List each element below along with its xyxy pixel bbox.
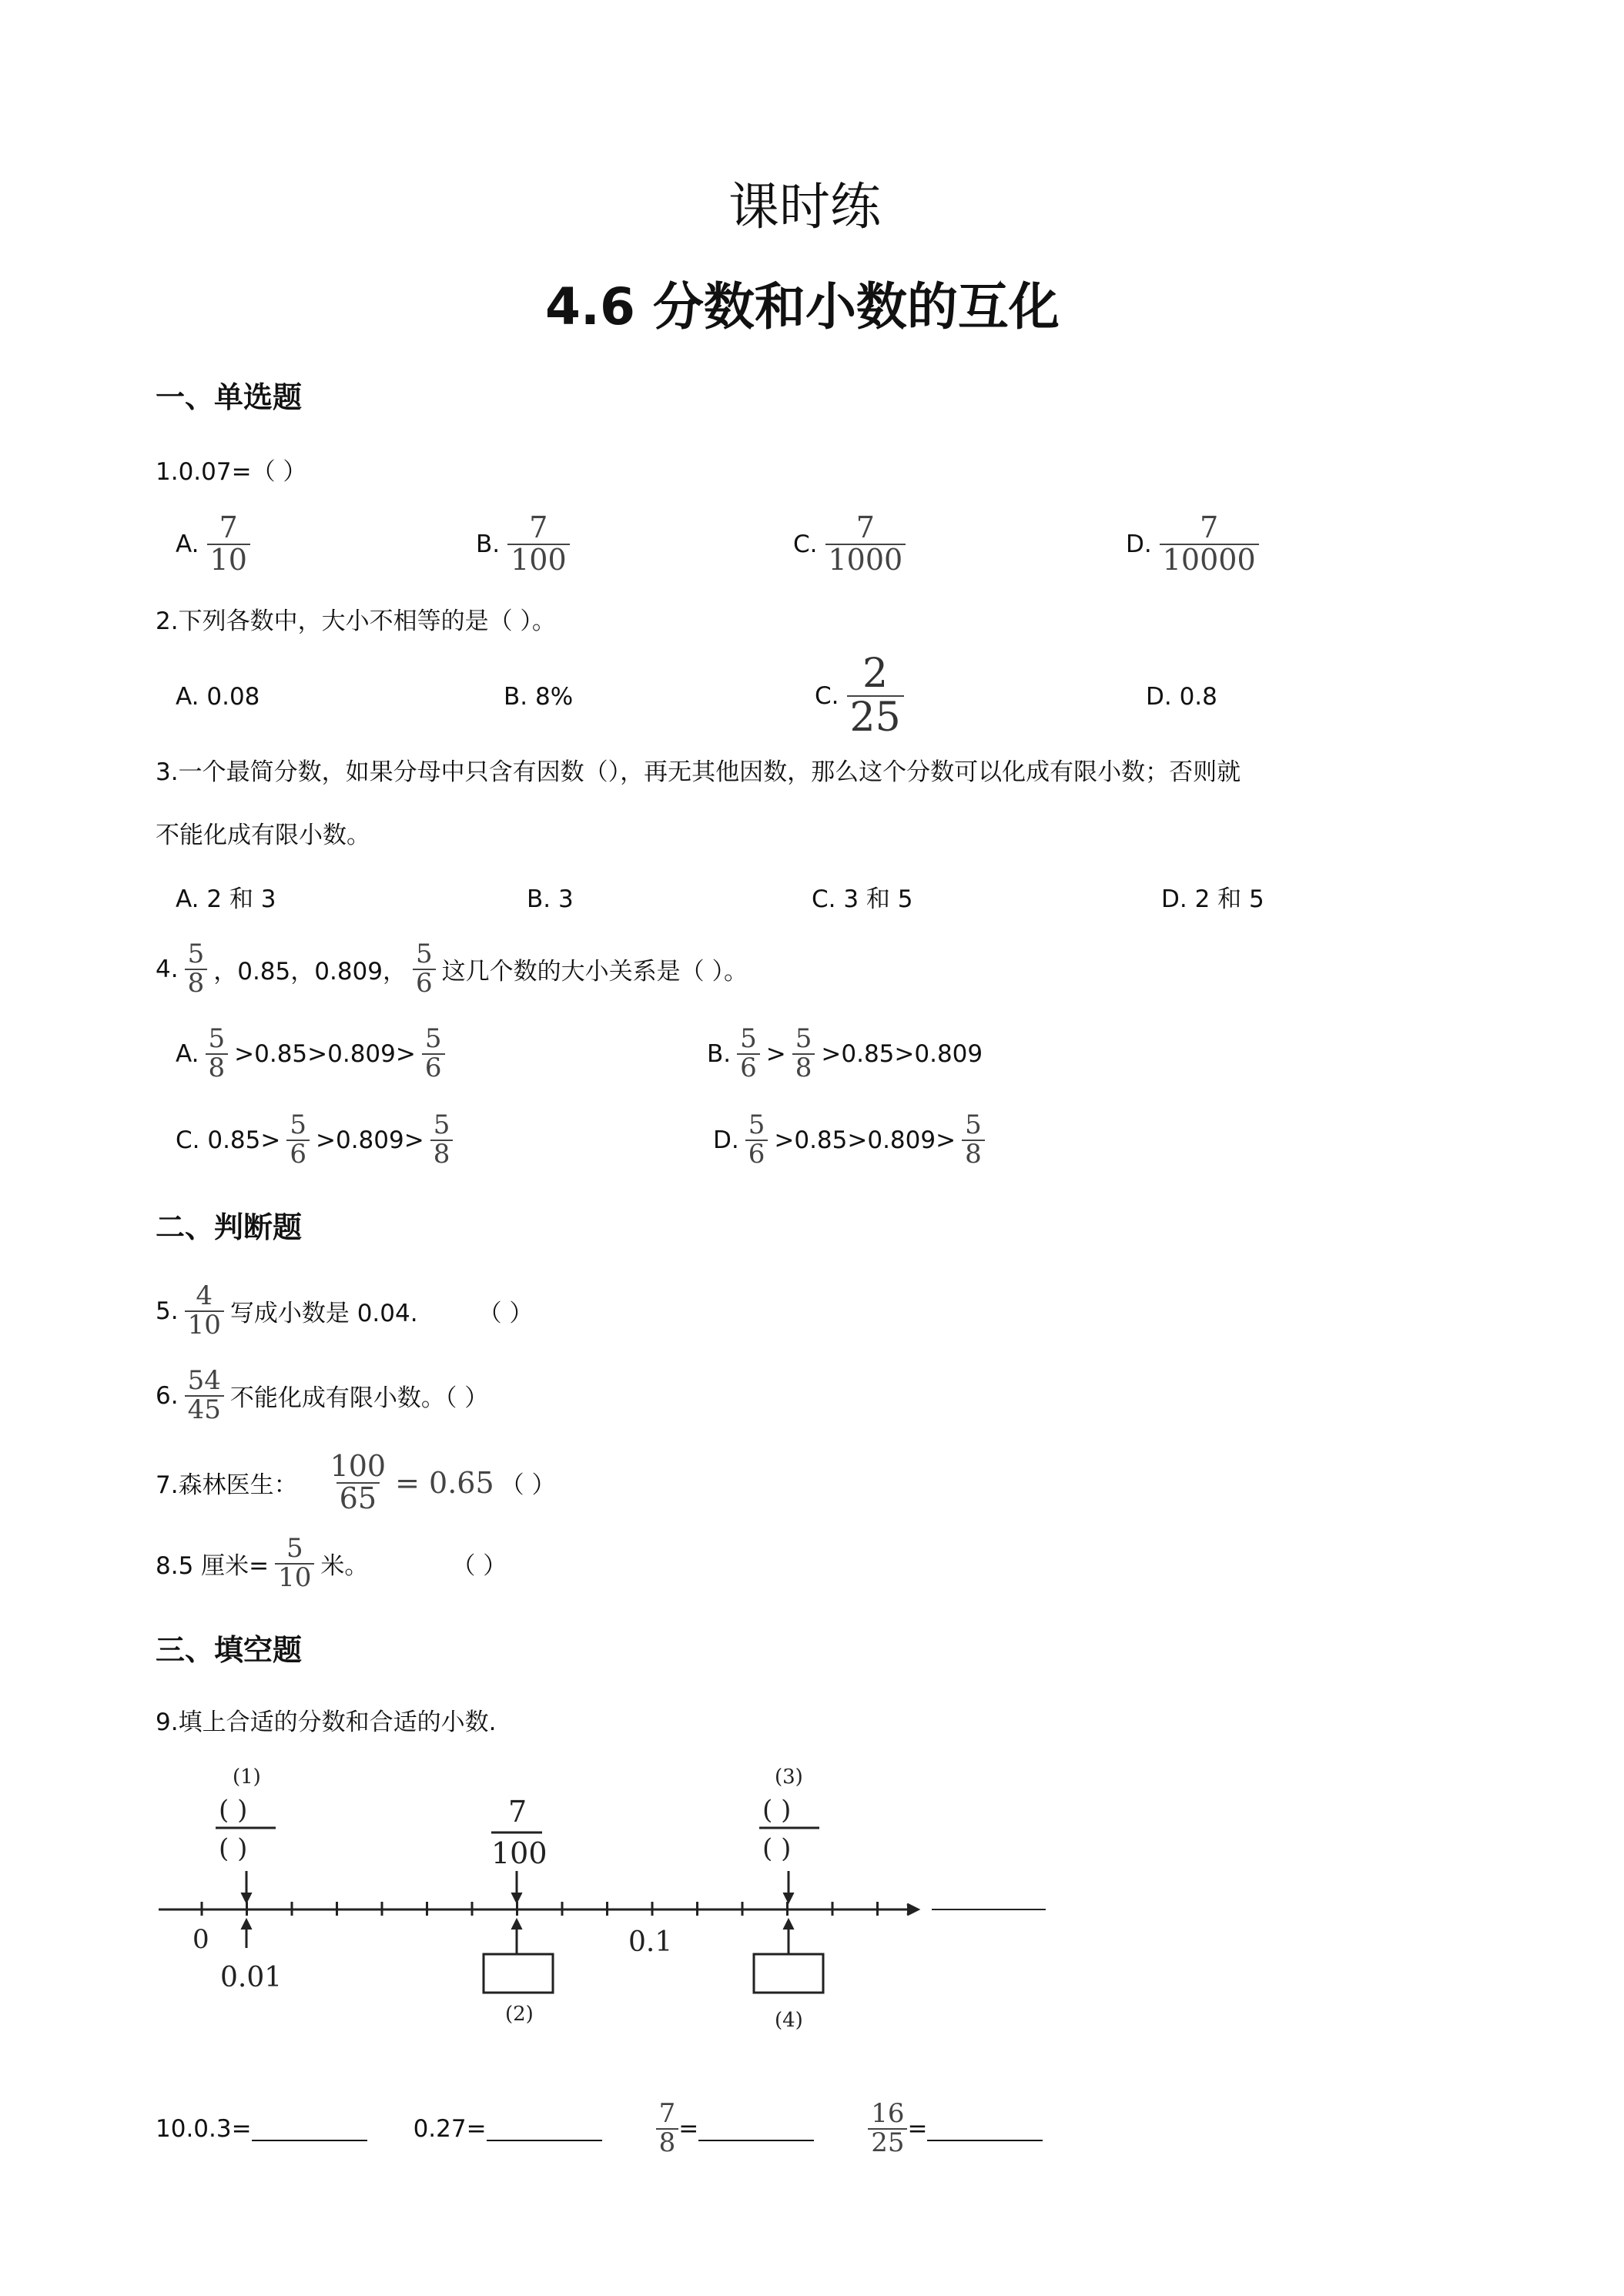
question-6: 6. $\frac{54}{45}$ 不能化成有限小数。（ ） xyxy=(156,1365,489,1425)
answer-parentheses[interactable]: （ ） xyxy=(500,1471,556,1500)
section-heading-true-false: 二、判断题 xyxy=(156,1210,303,1244)
q2-option-d[interactable]: D. 0.8 xyxy=(1146,683,1217,711)
question-10: 10.0.3= 0.27= $\frac{7}{8}$ = $\frac{16}{25}$ = xyxy=(156,2100,1043,2157)
fraction: $\frac{100}{65}$ xyxy=(330,1449,387,1515)
question-2-stem: 2.下列各数中，大小不相等的是（ ）。 xyxy=(156,607,556,635)
question-7: 7.森林医生： $\frac{100}{65}$ = 0.65 （ ） xyxy=(156,1449,556,1515)
marker-4-label: (4) xyxy=(775,2009,803,2032)
answer-blank[interactable] xyxy=(927,2117,1043,2141)
answer-box-2[interactable] xyxy=(484,1954,553,1993)
fraction: $\frac{5}{6}$ xyxy=(413,941,436,997)
q4-option-b[interactable]: B. $\frac{5}{6}$ > $\frac{5}{8}$ >0.85>0.809 xyxy=(707,1023,983,1083)
blank-denominator-3[interactable]: ( ) xyxy=(762,1833,792,1864)
fraction: $\frac{7}{100}$ xyxy=(507,513,570,576)
fraction: $\frac{5}{8}$ xyxy=(430,1112,454,1168)
option-label: B. xyxy=(476,530,501,558)
answer-box-4[interactable] xyxy=(754,1954,823,1993)
label-0-01: 0.01 xyxy=(220,1962,283,1993)
lesson-subtitle: 4.6 分数和小数的互化 xyxy=(545,277,1060,336)
fraction: $\frac{5}{8}$ xyxy=(962,1112,985,1168)
up-arrowhead-4 xyxy=(783,1919,794,1930)
q4-option-d[interactable]: D. $\frac{5}{6}$ >0.85>0.809> $\frac{5}{8}$ xyxy=(713,1112,985,1168)
section-heading-single-choice: 一、单选题 xyxy=(156,380,303,414)
fraction: $\frac{5}{6}$ xyxy=(737,1026,760,1082)
blank-numerator[interactable]: ( ) xyxy=(219,1795,248,1826)
section-heading-fill-in: 三、填空题 xyxy=(156,1633,303,1667)
fraction: $\frac{7}{10000}$ xyxy=(1160,513,1259,576)
fraction: $\frac{5}{8}$ xyxy=(206,1026,229,1082)
down-arrowhead-1 xyxy=(241,1893,252,1903)
q4-option-c[interactable]: C. 0.85> $\frac{5}{6}$ >0.809> $\frac{5}{8}$ xyxy=(176,1112,453,1168)
fraction: $\frac{16}{25}$ xyxy=(868,2100,907,2157)
answer-parentheses[interactable]: （ ） xyxy=(451,1552,507,1581)
fraction: $\frac{5}{6}$ xyxy=(286,1112,310,1168)
marker-1-label: (1) xyxy=(233,1766,261,1789)
fraction: $\frac{5}{6}$ xyxy=(745,1112,768,1168)
blank-denominator[interactable]: ( ) xyxy=(219,1833,248,1864)
down-arrowhead-3 xyxy=(783,1893,794,1903)
worksheet-title: 课时练 xyxy=(728,177,881,236)
fraction: $\frac{5}{6}$ xyxy=(422,1026,445,1082)
q3-option-c[interactable]: C. 3 和 5 xyxy=(812,885,913,913)
q2-option-b[interactable]: B. 8% xyxy=(504,683,574,711)
question-4-stem: 4. $\frac{5}{8}$ ，0.85，0.809， $\frac{5}{6}$ 这几个数的大小关系是（ ）。 xyxy=(156,939,748,999)
up-arrowhead-1 xyxy=(241,1919,252,1930)
fraction: $\frac{5}{10}$ xyxy=(275,1535,314,1591)
fraction: $\frac{5}{8}$ xyxy=(792,1026,815,1082)
fraction: $\frac{2}{25}$ xyxy=(847,653,904,738)
q3-option-d[interactable]: D. 2 和 5 xyxy=(1161,885,1264,913)
fraction: $\frac{4}{10}$ xyxy=(185,1283,224,1339)
question-9-stem: 9.填上合适的分数和合适的小数. xyxy=(156,1709,497,1736)
q1-option-d[interactable] xyxy=(1126,510,1259,577)
option-label: A. xyxy=(176,530,199,558)
axis-arrowhead xyxy=(907,1904,918,1915)
answer-parentheses[interactable]: （ ） xyxy=(477,1300,534,1328)
up-arrowhead-2 xyxy=(511,1919,522,1930)
marker-2-label: (2) xyxy=(505,2003,534,2026)
given-numerator: 7 xyxy=(508,1795,527,1829)
tick-label-zero: 0 xyxy=(193,1924,209,1955)
fraction: $\frac{54}{45}$ xyxy=(185,1367,224,1424)
option-label: C. xyxy=(815,681,839,710)
fraction: $\frac{7}{8}$ xyxy=(656,2100,679,2157)
fraction: $\frac{5}{8}$ xyxy=(185,941,208,997)
down-arrowhead-given xyxy=(511,1893,522,1903)
marker-3-label: (3) xyxy=(775,1766,803,1789)
q4-option-a[interactable]: A. $\frac{5}{8}$ >0.85>0.809> $\frac{5}{6}$ xyxy=(176,1026,445,1082)
q1-option-b[interactable] xyxy=(476,510,570,577)
question-3-stem-line2: 不能化成有限小数。 xyxy=(156,822,370,849)
q1-option-a[interactable] xyxy=(176,510,250,577)
q1-option-c[interactable] xyxy=(793,510,906,577)
option-label: D. xyxy=(1126,530,1152,558)
q3-option-a[interactable]: A. 2 和 3 xyxy=(176,885,276,913)
blank-numerator-3[interactable]: ( ) xyxy=(762,1795,792,1826)
given-denominator: 100 xyxy=(491,1836,547,1870)
question-1-stem: 1.0.07=（ ） xyxy=(156,458,307,486)
question-3-stem-line1: 3.一个最简分数，如果分母中只含有因数（），再无其他因数，那么这个分数可以化成有限小数；否则就 xyxy=(156,758,1241,786)
answer-blank[interactable] xyxy=(698,2117,814,2141)
q2-option-a[interactable]: A. 0.08 xyxy=(176,683,260,711)
question-5: 5. $\frac{4}{10}$ 写成小数是 0.04. （ ） xyxy=(156,1280,534,1340)
q2-option-c[interactable] xyxy=(815,651,904,741)
number-line-diagram xyxy=(146,1763,1070,2056)
fraction: $\frac{7}{1000}$ xyxy=(825,513,906,576)
fraction: $\frac{7}{10}$ xyxy=(207,513,250,576)
q3-option-b[interactable]: B. 3 xyxy=(527,885,574,913)
answer-blank[interactable] xyxy=(252,2117,367,2141)
answer-blank[interactable] xyxy=(487,2117,602,2141)
question-8: 8.5 厘米= $\frac{5}{10}$ 米。 （ ） xyxy=(156,1533,507,1593)
tick-label-point-one: 0.1 xyxy=(628,1926,673,1958)
option-label: C. xyxy=(793,530,818,558)
